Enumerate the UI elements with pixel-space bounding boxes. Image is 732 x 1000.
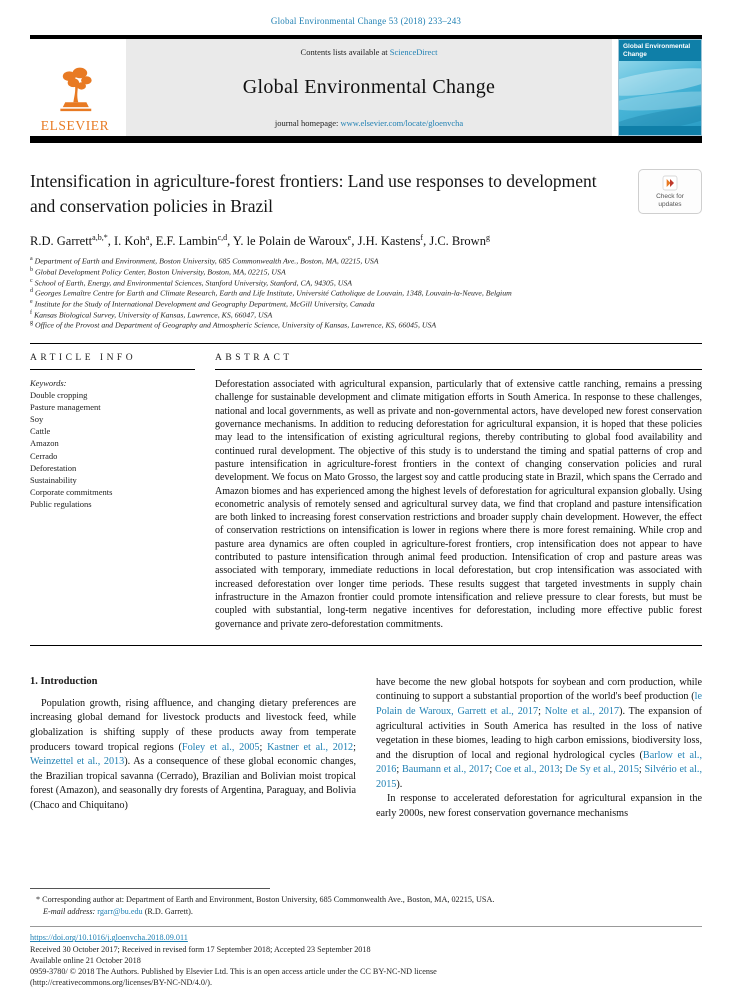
- homepage-prefix: journal homepage:: [274, 118, 341, 128]
- keyword: Amazon: [30, 438, 59, 449]
- keyword-list: [30, 389, 195, 510]
- body-column-right-paragraphs: [376, 676, 702, 822]
- keyword: Soy: [30, 414, 44, 425]
- author-name: Y. le Polain de Waroux$^e$: [232, 233, 352, 249]
- doi-link[interactable]: https://doi.org/10.1016/j.gloenvcha.2018.09.011: [30, 933, 188, 943]
- citation-link[interactable]: Foley et al., 2005: [181, 741, 260, 753]
- keyword: Cerrado: [30, 450, 58, 461]
- article-info-heading: ARTICLE INFO: [30, 353, 195, 370]
- keyword: Public regulations: [30, 498, 92, 509]
- citation-link[interactable]: Coe et al., 2013: [494, 764, 560, 776]
- abstract-column: [215, 353, 702, 631]
- introduction-heading: 1. Introduction: [30, 675, 98, 687]
- page-footer: [30, 888, 702, 988]
- article-body: [30, 676, 702, 822]
- elsevier-logo: [30, 39, 120, 136]
- author-affiliation-marker: a,b,*: [92, 233, 108, 242]
- email-suffix: (R.D. Garrett).: [142, 906, 193, 916]
- citation-link[interactable]: Barlow et al., 2016: [376, 749, 702, 776]
- author-affiliation-marker: e: [347, 233, 352, 242]
- citation-link[interactable]: Weinzettel et al., 2013: [30, 756, 125, 768]
- citation-link[interactable]: Silvério et al., 2015: [376, 764, 702, 790]
- license-line: (http://creativecommons.org/licenses/BY-NC-ND/4.0/).: [30, 977, 212, 987]
- journal-cover-thumbnail: [618, 39, 702, 136]
- affiliation: $^e$ Institute for the Study of International Development and Geography Department, McGill University, Canada: [30, 299, 375, 309]
- homepage-link[interactable]: www.elsevier.com/locate/gloenvcha: [340, 118, 464, 128]
- keywords-label: Keywords:: [30, 378, 67, 389]
- affiliation: $^f$ Kansas Biological Survey, University of Kansas, Lawrence, KS, 66047, USA: [30, 309, 273, 320]
- citation-link[interactable]: Baumann et al., 2017: [401, 764, 490, 776]
- abstract-text: Deforestation associated with agricultural expansion, particularly that of extensive cattle ranching, remains a pressing challenge for sustainable development and climate mitigation efforts in South America. In response to these challenges, national and local governments, as well as private and non-governmental actors, have developed new forest conservation governance mechanisms. In addition to reducing deforestation for agricultural expansion, it is hoped that these policies may lead to the intensification of existing agricultural regions, thereby contributing to global food availability and continued rural development. The objective of this study is to understand the timing and spatial patterns of crop and pasture intensification in agriculture-forest frontiers in the context of changing conservation policies and rural development. We focus on Mato Grosso, the largest soy and cattle producing state in Brazil, which spans the Cerrado and Amazon biomes and has experienced among the highest levels of deforestation for agricultural expansion globally. Using econometric analysis of remotely sensed and agricultural survey data, we find that cropland and pasture intensification are both linked to increasing forest conservation restrictions and broader supply chain development. However, the effect of conservation restrictions on intensification is lower in regions where there is more forest remaining. While crop and pasture area dynamics are often coupled in agriculture-forest frontiers, crop intensification does not appear to have contributed to pasture intensification through animal feed production. Intensification of crop and pasture areas was associated with temporary, immediate reductions in local deforestation, but crop intensification was associated with increased deforestation over longer time periods. These results suggest that targeted investments in supply chain infrastructure in the Amazon frontier could promote intensification and relieve pressure to clear forests, but must be coupled with substantial, long-term negative incentives for deforestation, including more effective public forest governance and private zero-deforestation commitments.: [215, 379, 702, 630]
- author-affiliation-marker: f: [420, 233, 424, 242]
- email-label: E-mail address:: [43, 906, 96, 916]
- cover-art: [619, 61, 701, 126]
- paragraph: In response to accelerated deforestation for agricultural expansion in the early 2000s, new forest conservation governance mechanisms: [376, 793, 702, 820]
- keyword: Deforestation: [30, 462, 77, 473]
- keyword: Corporate commitments: [30, 486, 113, 497]
- contents-line: [130, 47, 608, 57]
- author-list: R.D. Garrett$^{a,b,*}$, I. Koh$^a$, E.F. Lambin$^{c,d}$, Y. le Polain de Waroux$^e$, J.H. Kastens$^f$, J.C. Brown$^g$: [30, 233, 490, 249]
- body-column-left: [30, 676, 356, 822]
- contents-prefix: Contents lists available at: [300, 47, 390, 57]
- masthead-center: [126, 39, 612, 136]
- email-line: [30, 906, 702, 917]
- affiliation: $^g$ Office of the Provost and Department of Geography and Atmospheric Science, University of Kansas, Lawrence, KS, 66045, USA: [30, 320, 437, 331]
- title-row: [30, 169, 702, 218]
- affiliation: $^d$ Georges Lemaître Centre for Earth and Climate Research, Earth and Life Institute, Université Catholique de Louvain, 1348, Louvain-la-Neuve, Belgium: [30, 288, 512, 298]
- journal-title: Global Environmental Change: [242, 76, 496, 98]
- affiliation-list: [30, 256, 702, 331]
- author-name: J.C. Brown$^g$: [429, 233, 490, 249]
- email-link[interactable]: rgarr@bu.edu: [97, 906, 143, 916]
- citation-link[interactable]: le Polain de Waroux, Garrett et al., 2017: [376, 691, 702, 717]
- author-affiliation-marker: g: [485, 233, 490, 242]
- author-name: R.D. Garrett$^{a,b,*}$: [30, 233, 108, 249]
- footnote-rule: [30, 888, 270, 889]
- cover-bottom-band: [619, 126, 701, 135]
- journal-ref: Global Environmental Change 53 (2018) 233–243: [270, 16, 462, 26]
- cover-title: Global Environmental Change: [619, 40, 701, 61]
- available-online: Available online 21 October 2018: [30, 955, 141, 965]
- badge-label: Check for updates: [656, 193, 684, 208]
- received-dates: Received 30 October 2017; Received in revised form 17 September 2018; Accepted 23 September 2018: [30, 944, 371, 954]
- author-affiliation-marker: a: [145, 233, 150, 242]
- footer-rule: [30, 926, 702, 927]
- article-title: Intensification in agriculture-forest frontiers: Land use responses to development and conservation policies in Brazil: [30, 171, 597, 216]
- article-info-abstract-section: [30, 343, 702, 646]
- sciencedirect-link[interactable]: ScienceDirect: [389, 47, 438, 57]
- keyword: Pasture management: [30, 402, 101, 413]
- keyword: Double cropping: [30, 390, 88, 401]
- body-column-right: [376, 676, 702, 822]
- author-name: E.F. Lambin$^{c,d}$: [155, 233, 228, 249]
- masthead: [30, 39, 702, 136]
- keyword: Cattle: [30, 426, 51, 437]
- elsevier-wordmark: ELSEVIER: [40, 118, 110, 133]
- elsevier-tree-icon: [49, 63, 101, 117]
- corresponding-author-note: * Corresponding author at: Department of Earth and Environment, Boston University, 685 Commonwealth Ave., Boston, MA, 02215, USA.: [36, 895, 495, 905]
- citation-link[interactable]: Nolte et al., 2017: [544, 705, 620, 717]
- author-affiliation-marker: c,d: [217, 233, 228, 242]
- paragraph: have become the new global hotspots for soybean and corn production, while continuing to support a substantial proportion of the world's beef production (le Polain de Waroux, Garrett et al., 2017; Nolte et al., 2017). The expansion of agricultural activities in South America has resulted in the loss of native vegetation in these biomes, leading to high carbon emissions, biodiversity loss, and the disruption of local and regional hydrological cycles (Barlow et al., 2016; Baumann et al., 2017; Coe et al., 2013; De Sy et al., 2015; Silvério et al., 2015).: [376, 676, 702, 790]
- copyright-line: 0959-3780/ © 2018 The Authors. Published by Elsevier Ltd. This is an open access article under the CC BY-NC-ND license: [30, 966, 437, 976]
- crossmark-icon: [662, 175, 678, 191]
- affiliation: $^a$ Department of Earth and Environment, Boston University, 685 Commonwealth Ave., Boston, MA, 02215, USA: [30, 256, 379, 266]
- affiliation: $^b$ Global Development Policy Center, Boston University, Boston, MA, 02215, USA: [30, 266, 286, 277]
- homepage-line: [130, 118, 608, 128]
- author-name: I. Koh$^a$: [113, 233, 150, 249]
- citation-link[interactable]: De Sy et al., 2015: [565, 764, 639, 776]
- article-info-column: [30, 353, 195, 631]
- keyword: Sustainability: [30, 474, 77, 485]
- abstract-heading: ABSTRACT: [215, 353, 702, 370]
- header-bottom-rule: [30, 136, 702, 143]
- body-column-left-paragraphs: [30, 697, 356, 814]
- affiliation: $^c$ School of Earth, Energy, and Environmental Sciences, Stanford University, Stanford, CA, 94305, USA: [30, 277, 353, 288]
- author-name: J.H. Kastens$^f$: [357, 233, 424, 249]
- paragraph: Population growth, rising affluence, and changing dietary preferences are increasing global demand for livestock products and livestock feed, while globalization is shifting supply of these products away from temperate producers toward tropical regions (Foley et al., 2005; Kastner et al., 2012; Weinzettel et al., 2013). As a consequence of these global economic changes, the Brazilian tropical savanna (Cerrado), Brazilian and Bolivian moist tropical forest (Amazon), and seasonally dry forests of Argentina, Paraguay, and Bolivia (Chaco and Chiquitano): [30, 697, 356, 811]
- citation-link[interactable]: Kastner et al., 2012: [267, 741, 354, 753]
- check-for-updates-badge[interactable]: [638, 169, 702, 214]
